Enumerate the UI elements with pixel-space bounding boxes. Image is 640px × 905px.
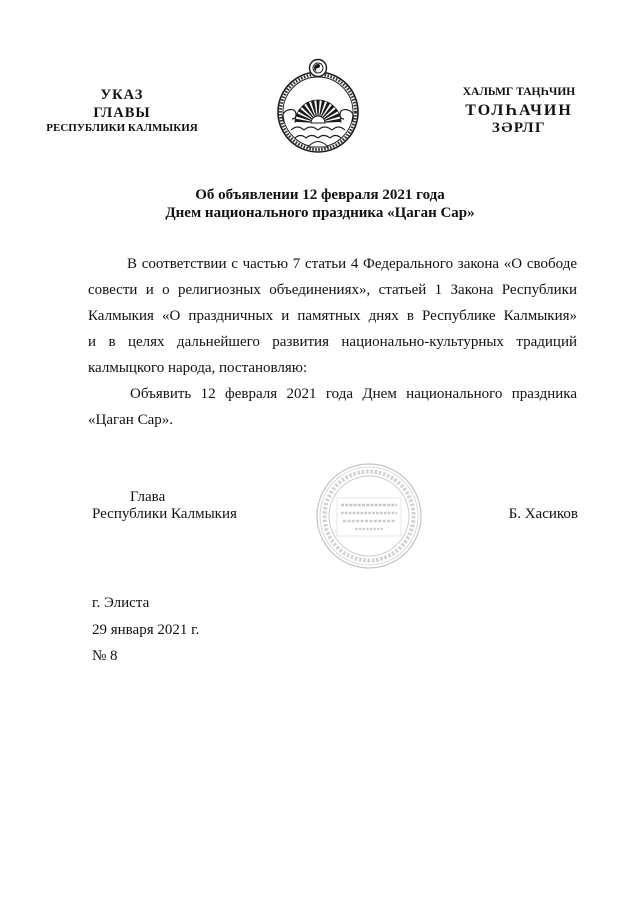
kalmyk-decree-label: ЗӘРЛГ bbox=[491, 120, 547, 136]
body-line: совести и о религиозных объединениях», статьей 1 Закона Республики bbox=[88, 282, 577, 298]
body-line: Объявить 12 февраля 2021 года Днем национального праздника bbox=[130, 386, 577, 402]
title-line-1: Об объявлении 12 февраля 2021 года bbox=[195, 187, 445, 203]
official-seal-icon bbox=[315, 462, 423, 570]
decree-number: № 8 bbox=[92, 648, 118, 664]
signer-position-line-1: Глава bbox=[130, 489, 166, 505]
head-label: ГЛАВЫ bbox=[93, 105, 151, 121]
body-line: калмыцкого народа, постановляю: bbox=[88, 360, 308, 376]
place-of-signing: г. Элиста bbox=[92, 595, 150, 611]
body-line: В соответствии с частью 7 статьи 4 Федерального закона «О свободе bbox=[127, 256, 577, 272]
date-of-signing: 29 января 2021 г. bbox=[92, 622, 200, 638]
title-line-2: Днем национального праздника «Цаган Сар» bbox=[165, 205, 475, 221]
signer-position-line-2: Республики Калмыкия bbox=[92, 506, 237, 522]
kalmyk-head-label: ТОЛҺАЧИН bbox=[465, 102, 573, 119]
body-line: Калмыкия «О праздничных и памятных днях в Республике Калмыкия» bbox=[88, 308, 577, 324]
kalmyk-republic-label: ХАЛЬМГ ТАҢҺЧИН bbox=[462, 86, 576, 98]
coat-of-arms-icon bbox=[269, 56, 367, 156]
signer-name: Б. Хасиков bbox=[508, 506, 578, 522]
republic-label: РЕСПУБЛИКИ КАЛМЫКИЯ bbox=[46, 122, 198, 134]
body-line: «Цаган Сар». bbox=[88, 412, 173, 428]
decree-label: УКАЗ bbox=[100, 87, 144, 103]
body-line: и в целях дальнейшего развития национально-культурных традиций bbox=[88, 334, 577, 350]
